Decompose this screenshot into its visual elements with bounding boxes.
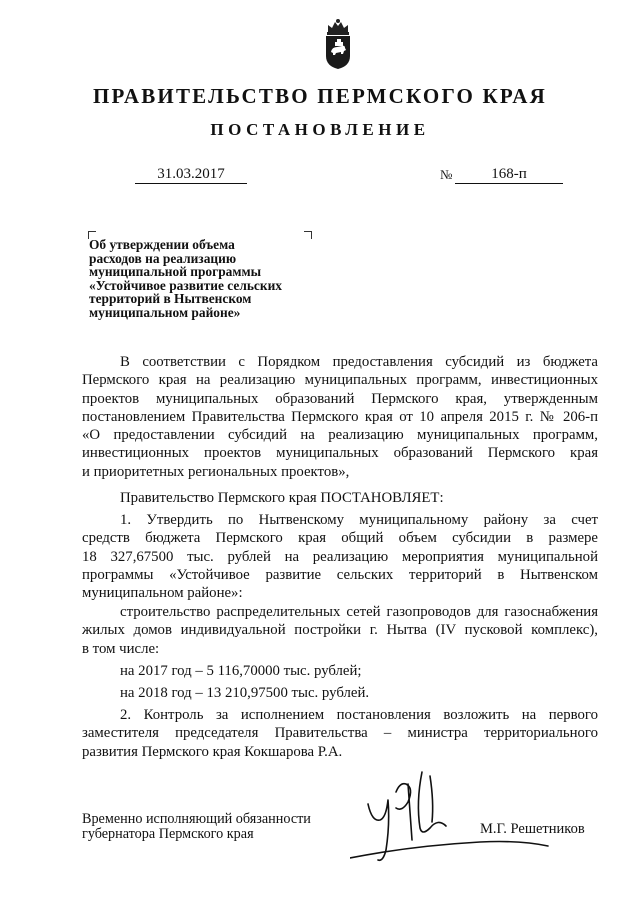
body-line: 2. Контроль за исполнением постановления возложить на первого: [120, 707, 598, 723]
signatory-position-line: губернатора Пермского края: [82, 825, 254, 842]
paragraph-2018-amount: [82, 684, 598, 702]
body-line: на 2018 год – 13 210,97500 тыс. рублей.: [120, 685, 370, 701]
subject-line: Об утверждении объема: [89, 237, 235, 252]
body-line: на 2017 год – 5 116,70000 тыс. рублей;: [120, 663, 362, 679]
body-line: программы «Устойчивое развитие сельских территорий в Нытвенском: [82, 566, 598, 583]
signatory-position: [82, 812, 311, 841]
paragraph-item-2: [82, 706, 598, 761]
body-line: «О предоставлении субсидий на реализацию муниципальных программ,: [82, 427, 598, 444]
body-line: В соответствии с Порядком предоставления субсидий из бюджета: [120, 354, 598, 370]
number-label: №: [440, 167, 453, 182]
paragraph-item-1: [82, 511, 598, 602]
signatory-position-line: Временно исполняющий обязанности: [82, 811, 311, 827]
body-line: развития Пермского края Кокшарова Р.А.: [82, 743, 343, 760]
government-title: ПРАВИТЕЛЬСТВО ПЕРМСКОГО КРАЯ: [92, 84, 547, 108]
subject-line: «Устойчивое развитие сельских: [89, 277, 282, 293]
paragraph-construction: [82, 603, 598, 658]
body-line: проектов муниципальных образований Пермского края, утвержденным: [82, 390, 598, 407]
subject-line: расходов на реализацию: [89, 250, 237, 266]
paragraph-preamble: [82, 353, 598, 481]
body-line: жилых домов индивидуальной постройки г. Нытва (IV пусковой комплекс),: [82, 622, 598, 639]
document-subject: [89, 238, 319, 319]
paragraph-resolves: [82, 489, 598, 507]
body-line: 1. Утвердить по Нытвенскому муниципальному району за счет: [120, 512, 598, 528]
body-line: строительство распределительных сетей газопроводов для газоснабжения: [120, 604, 598, 620]
body-line: 18 327,67500 тыс. рублей на реализацию мероприятия муниципальной: [82, 548, 598, 565]
body-line: заместителя председателя Правительства – министра территориального: [82, 725, 598, 742]
body-line: в том числе:: [82, 640, 160, 657]
body-line: Правительство Пермского края ПОСТАНОВЛЯЕТ:: [120, 490, 444, 506]
body-line: средств бюджета Пермского края общий объем субсидии в размере: [82, 530, 598, 547]
body-line: инвестиционных проектов муниципальных образований Пермского края: [82, 445, 598, 462]
paragraph-2017-amount: [82, 662, 598, 680]
subject-line: муниципальном районе»: [89, 304, 241, 320]
document-type-title: ПОСТАНОВЛЕНИЕ: [210, 120, 430, 139]
subject-line: муниципальной программы: [89, 264, 262, 279]
coat-of-arms-icon: [322, 18, 354, 70]
document-date: 31.03.2017: [135, 165, 247, 184]
body-line: муниципальном районе»:: [82, 585, 243, 602]
signature-icon: [350, 762, 550, 872]
body-line: и приоритетных региональных проектов»,: [82, 463, 350, 480]
signatory-name: М.Г. Решетников: [480, 821, 585, 837]
subject-line: территорий в Нытвенском: [89, 291, 252, 306]
body-line: постановлением Правительства Пермского края от 10 апреля 2015 г. № 206-п: [82, 408, 598, 425]
body-line: Пермского края на реализацию муниципальных программ, инвестиционных: [82, 372, 598, 389]
document-number: 168-п: [455, 165, 563, 184]
